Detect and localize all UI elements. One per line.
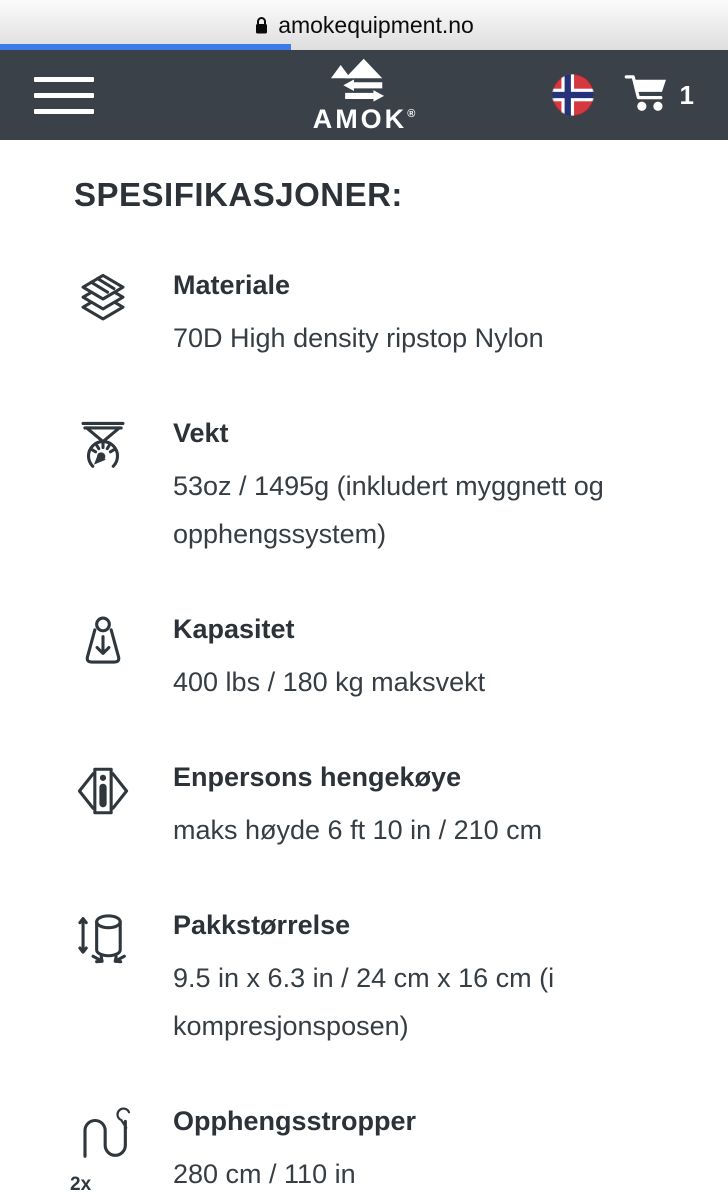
- spec-row-vekt: [74, 416, 688, 558]
- cart-button[interactable]: [624, 72, 694, 119]
- browser-address-bar[interactable]: [0, 0, 728, 50]
- spec-description: 280 cm / 110 in: [173, 1159, 356, 1189]
- registered-mark: ®: [407, 108, 416, 120]
- spec-description: 70D High density ripstop Nylon: [173, 323, 544, 353]
- straps-quantity-label: 2x: [70, 1174, 92, 1195]
- address-bar-domain: amokequipment.no: [278, 11, 474, 38]
- spec-title: Materiale: [173, 270, 291, 300]
- cart-count-badge: 1: [679, 79, 694, 110]
- page-title: SPESIFIKASJONER:: [74, 176, 403, 213]
- layers-icon: [74, 268, 173, 362]
- spec-description: maks høyde 6 ft 10 in / 210 cm: [173, 815, 543, 845]
- spec-title: Kapasitet: [173, 614, 295, 644]
- cart-icon: [624, 72, 670, 119]
- spec-description: 9.5 in x 6.3 in / 24 cm x 16 cm (i kompresjonsposen): [173, 963, 555, 1041]
- spec-title: Pakkstørrelse: [173, 910, 351, 940]
- spec-row-opphengsstropper: [70, 1104, 688, 1198]
- amok-mountains-icon: [323, 57, 405, 108]
- spec-title: Opphengsstropper: [173, 1106, 417, 1136]
- hamburger-menu-button[interactable]: [34, 66, 94, 125]
- spec-row-pakkstorrelse: [74, 908, 688, 1050]
- spec-title: Vekt: [173, 418, 229, 448]
- spec-description: 400 lbs / 180 kg maksvekt: [173, 667, 486, 697]
- ssl-lock-icon: [254, 16, 269, 36]
- weight-icon: [74, 612, 173, 706]
- spec-title: Enpersons hengekøye: [173, 762, 462, 792]
- brand-wordmark: AMOK®: [312, 104, 416, 134]
- amok-logo[interactable]: [313, 57, 416, 133]
- hammock-person-icon: [74, 760, 173, 854]
- packsize-icon: [74, 908, 173, 1050]
- spec-row-materiale: [74, 268, 688, 362]
- site-header: [0, 50, 728, 140]
- norwegian-flag-language-button[interactable]: [552, 74, 594, 116]
- header-actions: [552, 72, 694, 119]
- spec-row-hengekoye: [74, 760, 688, 854]
- straps-icon: [70, 1104, 173, 1198]
- spec-description: 53oz / 1495g (inkludert myggnett og opphengssystem): [173, 471, 604, 549]
- scale-icon: [74, 416, 173, 558]
- specifications-section: [0, 140, 728, 1198]
- spec-row-kapasitet: [74, 612, 688, 706]
